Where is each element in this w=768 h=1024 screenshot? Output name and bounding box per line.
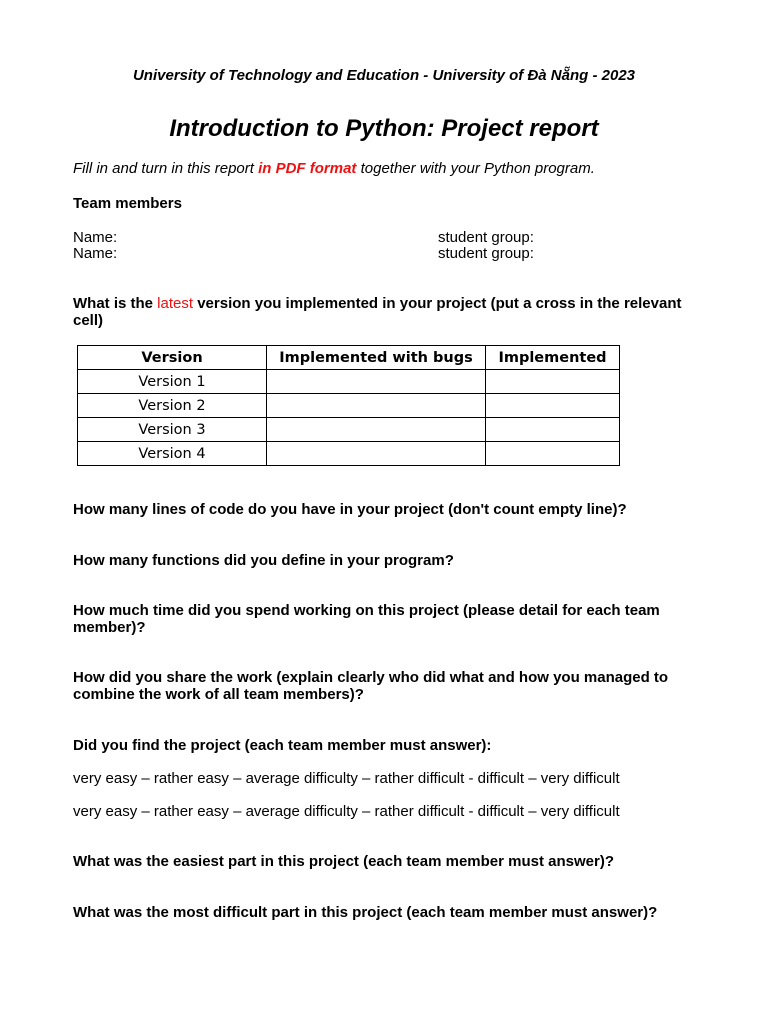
difficulty-options-2: very easy – rather easy – average difficulty – rather difficult - difficult – very difficult xyxy=(73,803,620,820)
implemented-cell[interactable] xyxy=(486,370,620,394)
table-header-row xyxy=(78,346,620,370)
question-lines-of-code: How many lines of code do you have in your project (don't count empty line)? xyxy=(73,501,627,518)
instructions xyxy=(73,160,595,177)
instructions-highlight: in PDF format xyxy=(258,160,357,177)
version-question-highlight: latest xyxy=(157,295,194,312)
column-header-implemented-with-bugs: Implemented with bugs xyxy=(267,346,486,370)
question-most-difficult-part: What was the most difficult part in this project (each team member must answer)? xyxy=(73,904,658,921)
name-label-2: Name: xyxy=(73,245,118,262)
implemented-with-bugs-cell[interactable] xyxy=(267,370,486,394)
question-time-spent: How much time did you spend working on this project (please detail for each team member)? xyxy=(73,602,660,636)
implemented-with-bugs-cell[interactable] xyxy=(267,442,486,466)
implemented-cell[interactable] xyxy=(486,418,620,442)
version-table xyxy=(77,345,620,466)
question-difficulty: Did you find the project (each team member must answer): xyxy=(73,737,492,754)
version-cell: Version 1 xyxy=(78,370,267,394)
version-cell: Version 3 xyxy=(78,418,267,442)
table-row xyxy=(78,394,620,418)
column-header-version: Version xyxy=(78,346,267,370)
table-row xyxy=(78,370,620,394)
question-easiest-part: What was the easiest part in this project (each team member must answer)? xyxy=(73,853,614,870)
instructions-part2: together with your Python program. xyxy=(356,160,595,177)
implemented-with-bugs-cell[interactable] xyxy=(267,394,486,418)
student-group-label-2: student group: xyxy=(438,245,534,262)
implemented-cell[interactable] xyxy=(486,442,620,466)
team-members-heading: Team members xyxy=(73,195,182,212)
version-question-part2: version you implemented in your project (put a cross in the relevant cell) xyxy=(73,295,682,329)
implemented-cell[interactable] xyxy=(486,394,620,418)
instructions-part1: Fill in and turn in this report xyxy=(73,160,259,177)
difficulty-options-1: very easy – rather easy – average difficulty – rather difficult - difficult – very difficult xyxy=(73,770,620,787)
question-work-sharing: How did you share the work (explain clearly who did what and how you managed to combine the work of all team members)? xyxy=(73,669,669,703)
version-question-part1: What is the xyxy=(73,295,158,312)
version-question xyxy=(73,295,703,329)
question-functions: How many functions did you define in your program? xyxy=(73,552,454,569)
version-cell: Version 4 xyxy=(78,442,267,466)
version-cell: Version 2 xyxy=(78,394,267,418)
table-row xyxy=(78,418,620,442)
university-header: University of Technology and Education - University of Đà Nẵng - 2023 xyxy=(132,67,636,84)
name-label-1: Name: xyxy=(73,229,118,246)
student-group-label-1: student group: xyxy=(438,229,534,246)
page-title: Introduction to Python: Project report xyxy=(169,115,599,142)
column-header-implemented: Implemented xyxy=(486,346,620,370)
implemented-with-bugs-cell[interactable] xyxy=(267,418,486,442)
table-row xyxy=(78,442,620,466)
